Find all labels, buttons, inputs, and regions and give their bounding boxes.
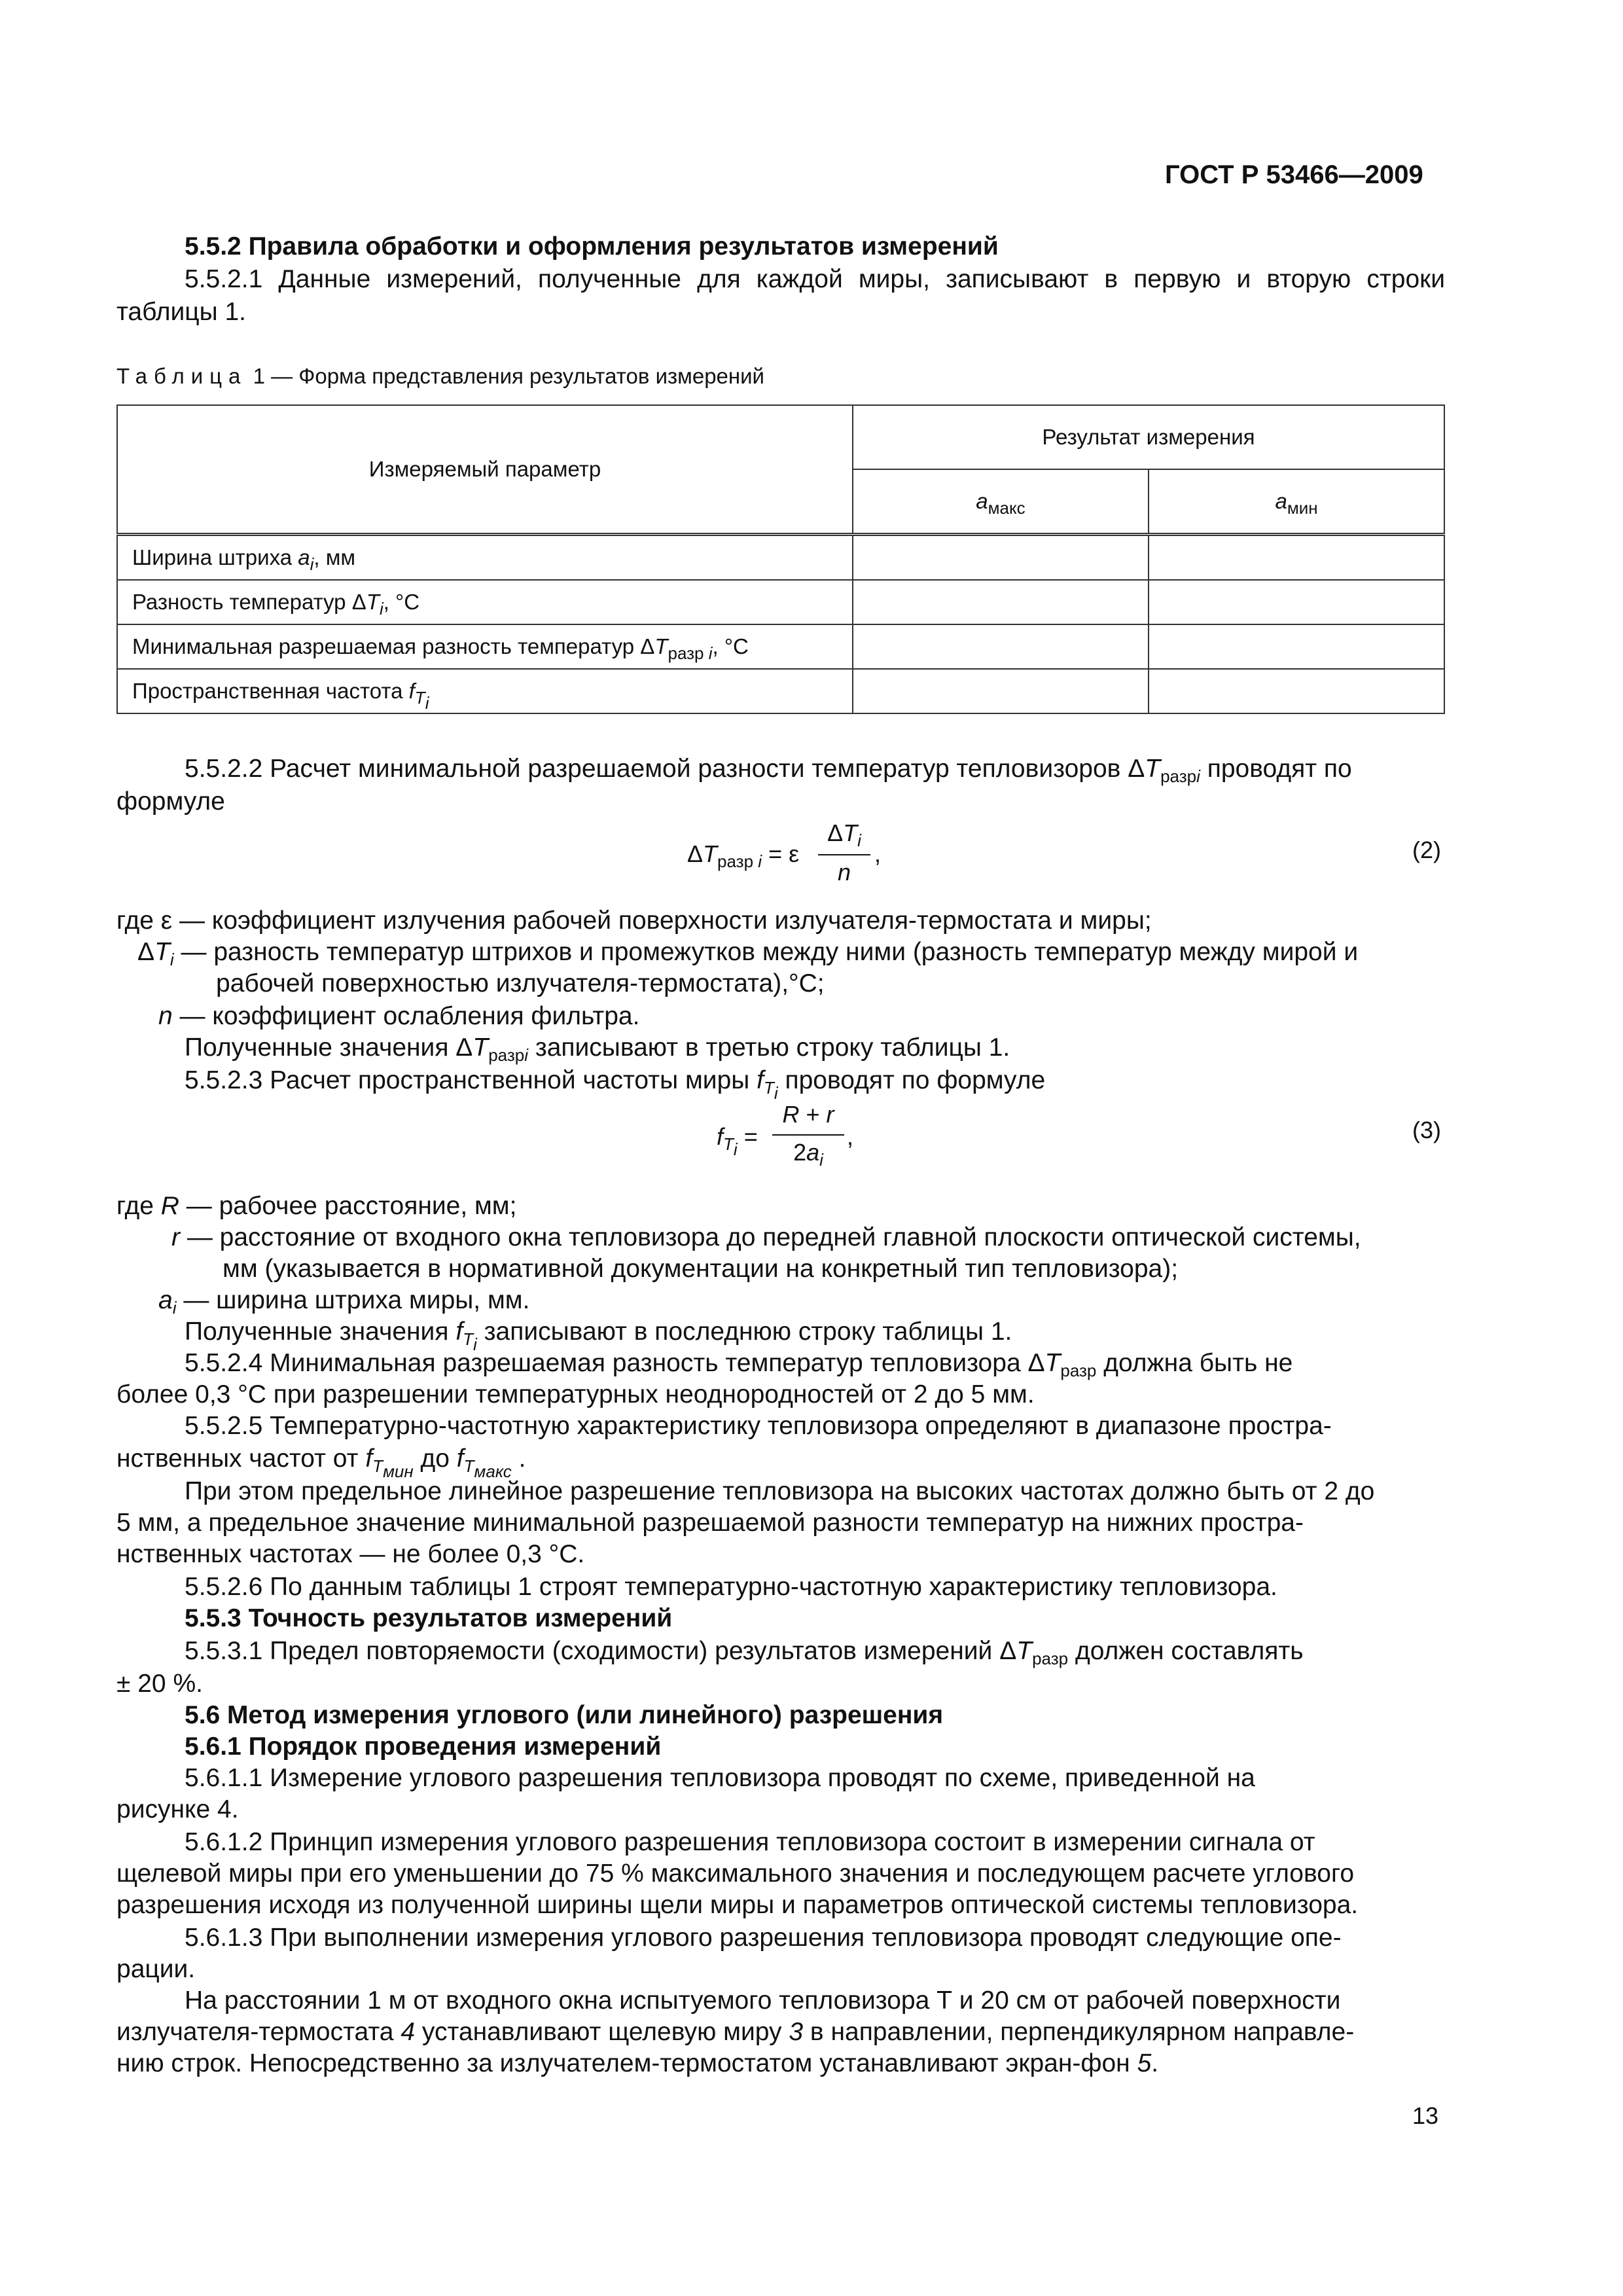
equation-3-numerator: R + r	[782, 1101, 834, 1128]
table-cell	[853, 624, 1149, 669]
paragraph-5-5-2-3-line1: 5.5.2.3 Расчет пространственной частоты миры $f_{T_i}$ проводят по формуле	[185, 1066, 1046, 1103]
table-row	[117, 624, 1444, 669]
paragraph-5-6-1-3-p4-line1: На расстоянии 1 м от входного окна испытуемого тепловизора Т и 20 см от рабочей поверхности	[185, 1986, 1341, 2015]
paragraph-5-6-1-2-line2: щелевой миры при его уменьшении до 75 % максимального значения и последующем расчете углового	[116, 1859, 1355, 1888]
paragraph-5-6-1-2-line3: разрешения исходя из полученной ширины щели миры и параметров оптической системы тепловизора.	[116, 1891, 1359, 1919]
table-cell	[1149, 535, 1444, 581]
section-heading-5-5-2: 5.5.2 Правила обработки и оформления результатов измерений	[185, 232, 999, 260]
where-r: r — расстояние от входного окна тепловизора до передней главной плоскости оптической системы,	[171, 1223, 1361, 1251]
section-heading-5-6: 5.6 Метод измерения углового (или линейного) разрешения	[185, 1701, 944, 1729]
table-row-label: Минимальная разрешаемая разность температур $\Delta T_{разр i}$, °С	[117, 624, 853, 669]
paragraph-5-5-2-5-line1: 5.5.2.5 Температурно-частотную характеристику тепловизора определяют в диапазоне простра-	[185, 1412, 1332, 1440]
where-epsilon: где ε — коэффициент излучения рабочей поверхности излучателя-термостата и миры;	[116, 906, 1152, 935]
table-cell	[1149, 624, 1444, 669]
section-heading-5-5-3: 5.5.3 Точность результатов измерений	[185, 1604, 673, 1632]
table-row	[117, 669, 1444, 713]
table-row	[117, 580, 1444, 624]
equation-2-number: (2)	[1412, 836, 1441, 863]
where-a: $a_i$ — ширина штриха миры, мм.	[158, 1286, 530, 1318]
equation-3-lhs: $f_{T_i}$ =	[717, 1123, 758, 1159]
table-header-a-max: $a_{макс}$	[853, 469, 1149, 535]
paragraph-5-5-3-1-line1: 5.5.3.1 Предел повторяемости (сходимости) результатов измерений $\Delta T_{разр}$ должен составлять	[185, 1637, 1304, 1668]
table-cell	[853, 535, 1149, 581]
where-delta-t: $\Delta T_i$ — разность температур штрихов и промежутков между ними (разность температур между мирой и	[137, 938, 1359, 969]
equation-2-lhs: $\Delta T_{разр i} = \varepsilon$	[687, 840, 800, 871]
paragraph-5-6-1-3-p4-line3: нию строк. Непосредственно за излучателем-термостатом устанавливают экран-фон 5.	[116, 2049, 1159, 2077]
where-R: где R — рабочее расстояние, мм;	[116, 1192, 517, 1220]
table-cell	[1149, 669, 1444, 713]
paragraph-5-5-2-5-line4: 5 мм, а предельное значение минимальной разрешаемой разности температур на нижних простра-	[116, 1509, 1304, 1537]
document-standard-header: ГОСТ Р 53466—2009	[1165, 160, 1423, 189]
paragraph-5-6-1-1-line1: 5.6.1.1 Измерение углового разрешения тепловизора проводят по схеме, приведенной на	[185, 1764, 1255, 1792]
table-cell	[853, 580, 1149, 624]
obtained-values-last-row: Полученные значения $f_{T_i}$ записывают в последнюю строку таблицы 1.	[185, 1318, 1012, 1354]
where-delta-t-cont: рабочей поверхностью излучателя-термостата),°С;	[216, 969, 825, 997]
table-header-a-min: $a_{мин}$	[1149, 469, 1444, 535]
equation-2-comma: ,	[874, 840, 882, 867]
paragraph-5-5-2-2-line1: 5.5.2.2 Расчет минимальной разрешаемой разности температур тепловизоров $\Delta T_{разрi}$ проводят по	[185, 755, 1352, 786]
equation-3-fraction-line	[772, 1134, 844, 1136]
table-row	[117, 535, 1444, 581]
paragraph-5-6-1-1-line2: рисунке 4.	[116, 1795, 239, 1823]
paragraph-5-5-2-1-line2: таблицы 1.	[116, 298, 246, 326]
paragraph-5-6-1-3-line2: рации.	[116, 1955, 196, 1983]
paragraph-5-5-2-6: 5.5.2.6 По данным таблицы 1 строят температурно-частотную характеристику тепловизора.	[185, 1573, 1277, 1601]
equation-3-denominator: $2a_i$	[793, 1139, 823, 1170]
paragraph-5-5-2-5-line5: нственных частотах — не более 0,3 °С.	[116, 1540, 585, 1568]
paragraph-5-5-3-1-line2: ± 20 %.	[116, 1670, 203, 1698]
where-n: n — коэффициент ослабления фильтра.	[158, 1002, 640, 1030]
table-row-label: Разность температур $\Delta T_i$, °С	[117, 580, 853, 624]
table-row-label: Ширина штриха $a_i$, мм	[117, 535, 853, 581]
obtained-values-line: Полученные значения $\Delta T_{разрi}$ записывают в третью строку таблицы 1.	[185, 1033, 1010, 1065]
table-caption-label: Таблица	[116, 364, 247, 388]
section-heading-5-6-1: 5.6.1 Порядок проведения измерений	[185, 1732, 662, 1761]
table-header-result: Результат измерения	[853, 405, 1444, 469]
results-table	[116, 404, 1445, 714]
paragraph-5-6-1-3-p4-line2: излучателя-термостата 4 устанавливают щелевую миру 3 в направлении, перпендикулярном направле-	[116, 2018, 1355, 2046]
paragraph-5-5-2-5-line2: нственных частот от $f_{T_{мин}}$ до $f_{T_{макс}}$ .	[116, 1444, 526, 1481]
table-header-parameter: Измеряемый параметр	[117, 405, 853, 535]
page-number: 13	[1412, 2102, 1439, 2129]
equation-2-denominator: n	[837, 859, 851, 886]
where-r-cont: мм (указывается в нормативной документации на конкретный тип тепловизора);	[223, 1255, 1179, 1283]
equation-3-number: (3)	[1412, 1117, 1441, 1143]
paragraph-5-6-1-2-line1: 5.6.1.2 Принцип измерения углового разрешения тепловизора состоит в измерении сигнала от	[185, 1828, 1315, 1856]
paragraph-5-6-1-3-line1: 5.6.1.3 При выполнении измерения углового разрешения тепловизора проводят следующие опе-	[185, 1924, 1342, 1952]
paragraph-5-5-2-1-line1: 5.5.2.1 Данные измерений, полученные для каждой миры, записывают в первую и вторую строки	[185, 265, 1445, 293]
table-caption	[116, 360, 764, 392]
table-caption-text: 1 — Форма представления результатов измерений	[253, 364, 764, 388]
paragraph-5-5-2-5-line3: При этом предельное линейное разрешение тепловизора на высоких частотах должно быть от 2 до	[185, 1477, 1375, 1505]
table-cell	[853, 669, 1149, 713]
equation-2-numerator: $\Delta T_i$	[827, 819, 861, 850]
paragraph-5-5-2-4-line1: 5.5.2.4 Минимальная разрешаемая разность температур тепловизора $\Delta T_{разр}$ должна быть не	[185, 1349, 1293, 1380]
table-row-label: Пространственная частота $f_{T_i}$	[117, 669, 853, 713]
equation-2-fraction-line	[818, 854, 870, 855]
equation-3-comma: ,	[847, 1123, 854, 1150]
paragraph-5-5-2-2-line2: формуле	[116, 787, 225, 816]
table-cell	[1149, 580, 1444, 624]
paragraph-5-5-2-4-line2: более 0,3 °С при разрешении температурных неоднородностей от 2 до 5 мм.	[116, 1380, 1035, 1408]
